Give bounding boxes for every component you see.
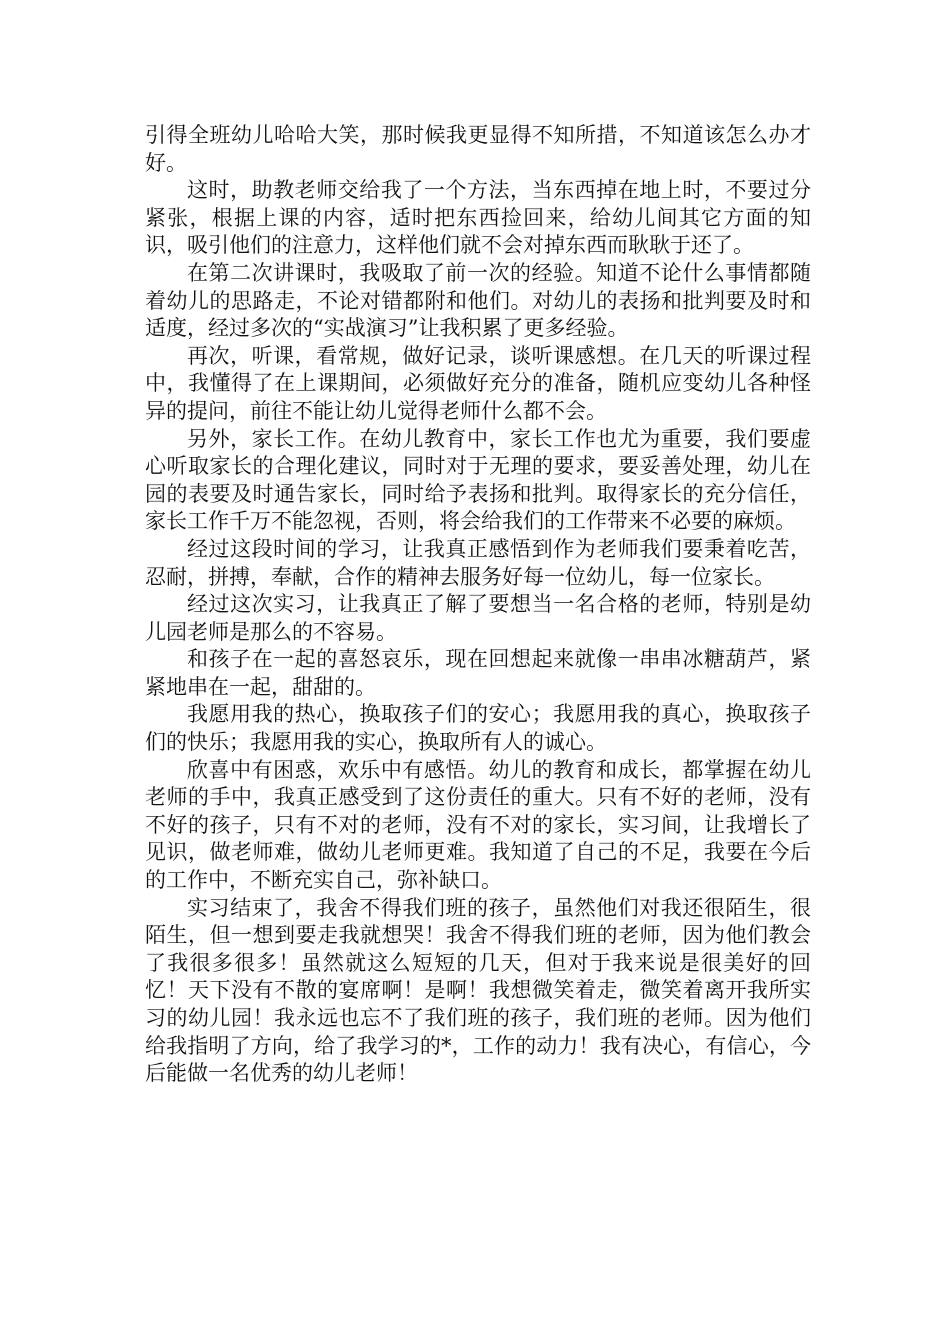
paragraph-observing-class: 再次，听课，看常规，做好记录，谈听课感想。在几天的听课过程中，我懂得了在上课期间，必须做好充分的准备，随机应变幼儿各种怪异的提问，前往不能让幼儿觉得老师什么都不会。 — [145, 343, 811, 423]
paragraph-reflection: 欣喜中有困惑，欢乐中有感悟。幼儿的教育和成长，都掌握在幼儿老师的手中，我真正感受到了这份责任的重大。只有不好的老师，没有不好的孩子，只有不对的老师，没有不对的家长，实习间，让我增长了见识，做老师难，做幼儿老师更难。我知道了自己的不足，我要在今后的工作中，不断充实自己，弥补缺口。 — [145, 757, 811, 893]
paragraph-teaching-method: 这时，助教老师交给我了一个方法，当东西掉在地上时，不要过分紧张，根据上课的内容，适时把东西捡回来，给幼儿间其它方面的知识，吸引他们的注意力，这样他们就不会对掉东西而耿耿于还了。 — [145, 178, 811, 258]
paragraph-willingness: 我愿用我的热心，换取孩子们的安心；我愿用我的真心，换取孩子们的快乐；我愿用我的实心，换取所有人的诚心。 — [145, 702, 811, 755]
paragraph-learning-insight: 经过这段时间的学习，让我真正感悟到作为老师我们要秉着吃苦，忍耐，拼搏，奉献，合作的精神去服务好每一位幼儿，每一位家长。 — [145, 536, 811, 589]
paragraph-parent-work: 另外，家长工作。在幼儿教育中，家长工作也尤为重要，我们要虚心听取家长的合理化建议，同时对于无理的要求，要妥善处理，幼儿在园的表要及时通告家长，同时给予表扬和批判。取得家长的充分信任，家长工作千万不能忽视，否则，将会给我们的工作带来不必要的麻烦。 — [145, 426, 811, 534]
paragraph-joys-with-children: 和孩子在一起的喜怒哀乐，现在回想起来就像一串串冰糖葫芦，紧紧地串在一起，甜甜的。 — [145, 647, 811, 699]
paragraph-second-lesson: 在第二次讲课时，我吸取了前一次的经验。知道不论什么事情都随着幼儿的思路走，不论对错都附和他们。对幼儿的表扬和批判要及时和适度，经过多次的“实战演习”让我积累了更多经验。 — [145, 260, 811, 341]
paragraph-continued: 引得全班幼儿哈哈大笑，那时候我更显得不知所措，不知道该怎么办才好。 — [145, 123, 811, 175]
paragraph-internship-end: 实习结束了，我舍不得我们班的孩子，虽然他们对我还很陌生，很陌生，但一想到要走我就想哭！我舍不得我们班的老师，因为他们教会了我很多很多！虽然就这么短短的几天，但对于我来说是很美好的回忆！天下没有不散的宴席啊！是啊！我想微笑着走，微笑着离开我所实习的幼儿园！我永远也忘不了我们班的孩子，我们班的老师。因为他们给我指明了方向，给了我学习的*，工作的动力！我有决心，有信心，今后能做一名优秀的幼儿老师！ — [145, 895, 811, 1086]
document-body — [145, 122, 811, 1088]
paragraph-internship-understanding: 经过这次实习，让我真正了解了要想当一名合格的老师，特别是幼儿园老师是那么的不容易。 — [145, 592, 811, 644]
